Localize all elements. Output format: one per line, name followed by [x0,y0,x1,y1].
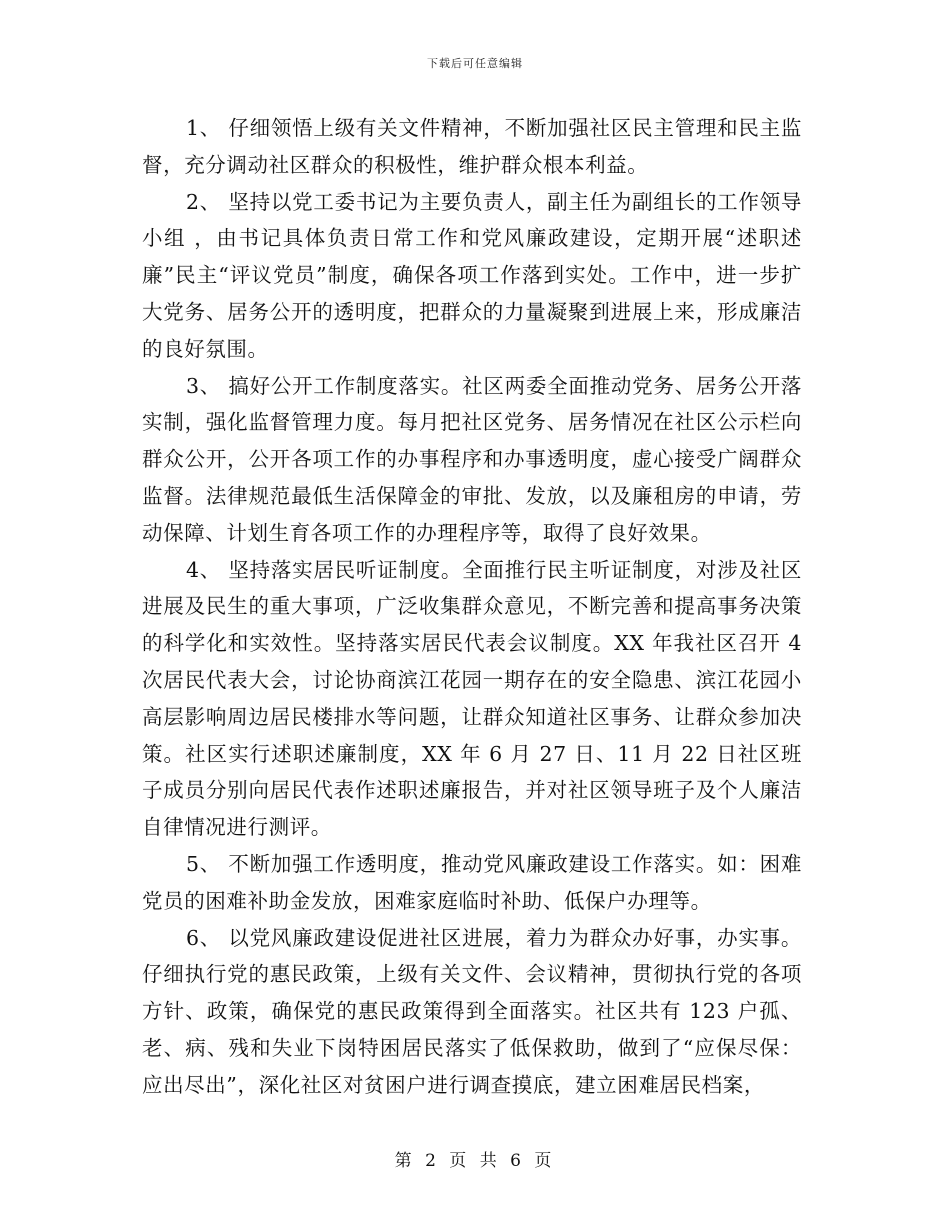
paragraph-6: 6、 以党风廉政建设促进社区进展，着力为群众办好事，办实事。仔细执行党的惠民政策，上级有关文件、会议精神，贯彻执行党的各项方针、政策，确保党的惠民政策得到全面落实。社区共有 123 户孤、老、病、残和失业下岗特困居民落实了低保救助，做到了“应保尽保：应出尽出”，深化社区对贫困户进行调查摸底，建立困难居民档案， [142,925,802,1097]
page-header: 下载后可任意编辑 [427,57,523,70]
paragraph-1: 1、 仔细领悟上级有关文件精神，不断加强社区民主管理和民主监督，充分调动社区群众的积极性，维护群众根本利益。 [142,116,802,177]
paragraph-3: 3、 搞好公开工作制度落实。社区两委全面推动党务、居务公开落实制，强化监督管理力度。每月把社区党务、居务情况在社区公示栏向群众公开，公开各项工作的办事程序和办事透明度，虚心接受广阔群众监督。法律规范最低生活保障金的审批、发放，以及廉租房的申请，劳动保障、计划生育各项工作的办理程序等，取得了良好效果。 [142,373,802,545]
document-body [142,110,802,1104]
paragraph-2: 2、 坚持以党工委书记为主要负责人，副主任为副组长的工作领导小组 ，由书记具体负责日常工作和党风廉政建设，定期开展“述职述廉”民主“评议党员”制度，确保各项工作落到实处。工作中，进一步扩大党务、居务公开的透明度，把群众的力量凝聚到进展上来，形成廉洁的良好氛围。 [142,189,802,361]
page-number-footer: 第 2 页 共 6 页 [394,1151,556,1171]
paragraph-4: 4、 坚持落实居民听证制度。全面推行民主听证制度，对涉及社区进展及民生的重大事项，广泛收集群众意见，不断完善和提高事务决策的科学化和实效性。坚持落实居民代表会议制度。XX 年我社区召开 4 次居民代表大会，讨论协商滨江花园一期存在的安全隐患、滨江花园小高层影响周边居民楼排水等问题，让群众知道社区事务、让群众参加决策。社区实行述职述廉制度，XX 年 6 月 27 日、11 月 22 日社区班子成员分别向居民代表作述职述廉报告，并对社区领导班子及个人廉洁自律情况进行测评。 [142,557,802,840]
paragraph-5: 5、 不断加强工作透明度，推动党风廉政建设工作落实。如：困难党员的困难补助金发放，困难家庭临时补助、低保户办理等。 [142,851,802,913]
